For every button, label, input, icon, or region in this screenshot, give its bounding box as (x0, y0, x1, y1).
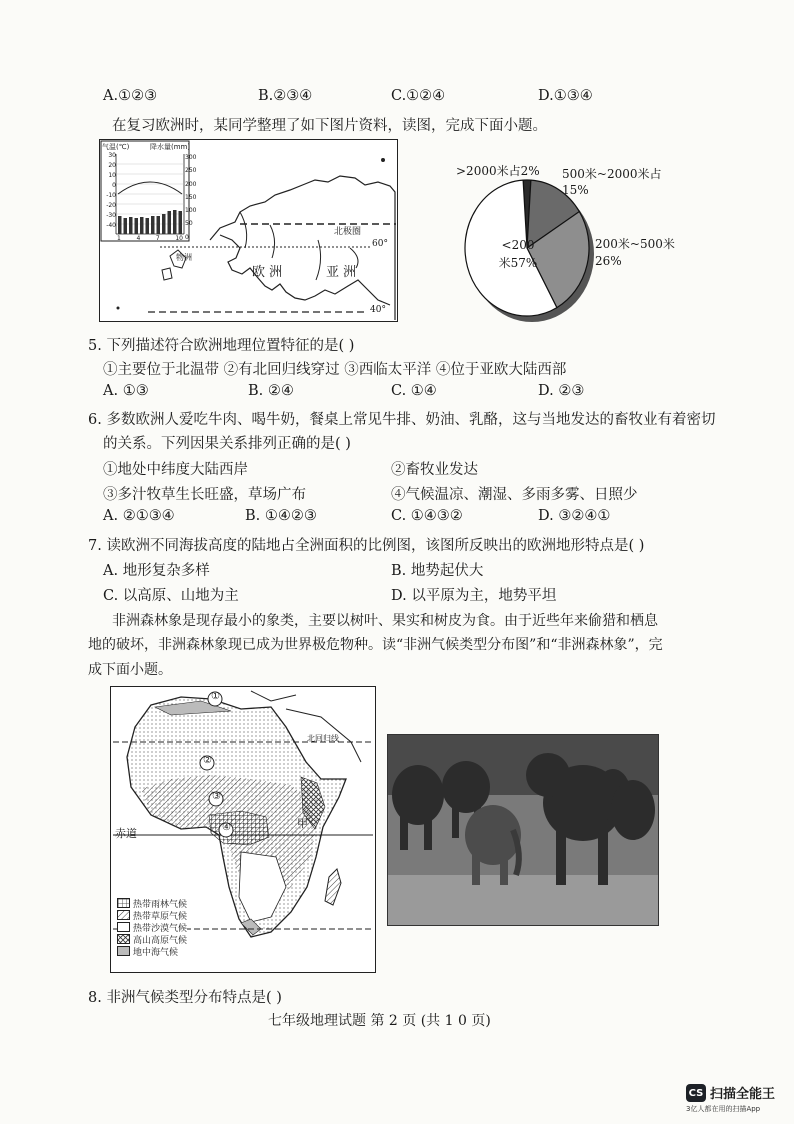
q4-option-d: D.①③④ (538, 88, 593, 104)
temp-axis-label: 气温(℃) (102, 143, 130, 151)
q6-item-4: ④气候温凉、潮湿、多雨多雾、日照少 (391, 487, 638, 503)
legend-rainforest (117, 897, 187, 909)
q6-item-3: ③多汁牧草生长旺盛，草场广布 (103, 487, 306, 503)
temp-tick-label: -10 (106, 192, 116, 199)
pie-label-200-500: 200米~500米26% (595, 237, 675, 268)
legend-savanna (117, 909, 187, 921)
europe-label: 欧 洲 (252, 265, 283, 280)
q5-stem: 5. 下列描述符合欧洲地理位置特征的是( ) (88, 338, 355, 354)
q7-stem: 7. 读欧洲不同海拔高度的陆地占全洲面积的比例图，该图所反映出的欧洲地形特点是( ) (88, 538, 645, 554)
legend-highland (117, 933, 187, 945)
q7-option-c: C. 以高原、山地为主 (103, 588, 239, 604)
q5-option-b: B. ②④ (248, 383, 294, 399)
zone3-label: ③ (212, 791, 221, 802)
lat40-label: 40° (370, 305, 386, 315)
pie-label-2000-plus: >2000米占2% (456, 164, 540, 178)
europe-intro: 在复习欧洲时，某同学整理了如下图片资料，读图，完成下面小题。 (112, 118, 547, 134)
q7-option-d: D. 以平原为主，地势平坦 (391, 588, 557, 604)
q5-items: ①主要位于北温带 ②有北回归线穿过 ③西临太平洋 ④位于亚欧大陆西部 (103, 362, 567, 378)
precip-ticks (185, 151, 197, 244)
legend-savanna-swatch (117, 910, 130, 920)
q6-option-a: A. ②①③④ (103, 508, 175, 524)
temp-tick-label: 0 (112, 182, 116, 189)
legend-mediterranean-swatch (117, 946, 130, 956)
equator-label: 赤道 (115, 827, 137, 840)
zone1-label: ① (211, 691, 220, 702)
africa-climate-map (110, 686, 376, 973)
legend-desert-swatch (117, 922, 130, 932)
q8-stem: 8. 非洲气候类型分布特点是( ) (88, 990, 282, 1006)
elephant-photo-svg (388, 735, 658, 925)
month-tick-label: 4 (136, 235, 141, 242)
month-tick-label: 7 (155, 235, 160, 242)
lat60-label: 60° (372, 239, 388, 249)
precip-tick-label: 50 (185, 220, 193, 228)
asia-label: 亚 洲 (326, 265, 357, 280)
elevation-pie-chart (440, 148, 680, 328)
africa-intro-line2: 地的破坏，非洲森林象现已成为世界极危物种。读“非洲气候类型分布图”和“非洲森林象”，完 (88, 637, 663, 653)
temp-ticks (101, 151, 116, 231)
q4-option-b: B.②③④ (258, 88, 313, 104)
temp-tick-label: -30 (106, 212, 116, 219)
q6-item-1: ①地处中纬度大陆西岸 (103, 462, 248, 478)
tropic-label: 北回归线 (307, 734, 339, 743)
month-tick-label: 10 (175, 235, 183, 242)
q7-option-a: A. 地形复杂多样 (103, 563, 210, 579)
legend-mediterranean (117, 945, 187, 957)
month-ticks (117, 235, 183, 242)
month-tick-label: 1 (117, 235, 121, 242)
map-side-label: 物洲 (176, 253, 192, 262)
precip-tick-label: 200 (185, 180, 197, 188)
q6-option-b: B. ①④②③ (245, 508, 317, 524)
q5-option-d: D. ②③ (538, 383, 585, 399)
watermark-brand: 扫描全能王 (710, 1087, 776, 1102)
arctic-circle-label: 北极圈 (334, 227, 362, 237)
q5-option-c: C. ①④ (391, 383, 437, 399)
africa-map-legend (117, 897, 187, 957)
legend-highland-swatch (117, 934, 130, 944)
pie-label-under-200: <200米57% (498, 238, 538, 270)
legend-rainforest-swatch (117, 898, 130, 908)
zone2-label: ② (203, 755, 212, 766)
q6-option-c: C. ①④③② (391, 508, 463, 524)
precip-tick-label: 100 (185, 207, 197, 215)
precip-tick-label: 300 (185, 154, 197, 161)
precip-tick-label: 150 (185, 193, 197, 201)
europe-map-figure (99, 139, 398, 322)
q4-option-c: C.①②④ (391, 88, 446, 104)
q4-option-a: A.①②③ (103, 88, 158, 104)
legend-savanna-label: 热带草原气候 (133, 911, 188, 922)
legend-desert (117, 921, 187, 933)
q6-item-2: ②畜牧业发达 (391, 462, 478, 478)
africa-intro-line3: 成下面小题。 (88, 662, 172, 678)
temp-tick-label: -40 (106, 222, 116, 229)
pie-label-500-2000: 500米~2000米占15% (562, 167, 662, 197)
zone4-label: ④ (222, 822, 231, 833)
legend-mediterranean-label: 地中海气候 (133, 947, 179, 958)
temp-tick-label: 10 (108, 172, 116, 179)
camscanner-logo: CS (686, 1084, 706, 1102)
watermark-tagline: 3亿人都在用的扫描App (686, 1105, 761, 1113)
q6-stem-line2: 的关系。下列因果关系排列正确的是( ) (103, 436, 351, 452)
temp-tick-label: -20 (106, 202, 116, 209)
page-footer: 七年级地理试题 第 2 页 (共 1 0 页) (268, 1013, 491, 1029)
precip-tick-label: 0 (185, 233, 189, 241)
temp-tick-label: 30 (108, 152, 116, 159)
jia-label: 甲 (297, 817, 308, 830)
africa-intro-line1: 非洲森林象是现存最小的象类，主要以树叶、果实和树皮为食。由于近些年来偷猎和栖息 (112, 613, 658, 629)
legend-highland-label: 高山高原气候 (133, 935, 188, 946)
temp-tick-label: 20 (108, 162, 116, 169)
q6-option-d: D. ③②④① (538, 508, 611, 524)
q7-option-b: B. 地势起伏大 (391, 563, 484, 579)
q6-stem-line1: 6. 多数欧洲人爱吃牛肉、喝牛奶，餐桌上常见牛排、奶油、乳酪，这与当地发达的畜牧业有着密切 (88, 412, 716, 428)
legend-desert-label: 热带沙漠气候 (133, 923, 188, 934)
precip-tick-label: 250 (185, 167, 197, 175)
legend-rainforest-label: 热带雨林气候 (133, 899, 188, 910)
forest-elephant-photo (387, 734, 659, 926)
precip-axis-label: 降水量(mm) (150, 143, 191, 151)
q5-option-a: A. ①③ (103, 383, 149, 399)
